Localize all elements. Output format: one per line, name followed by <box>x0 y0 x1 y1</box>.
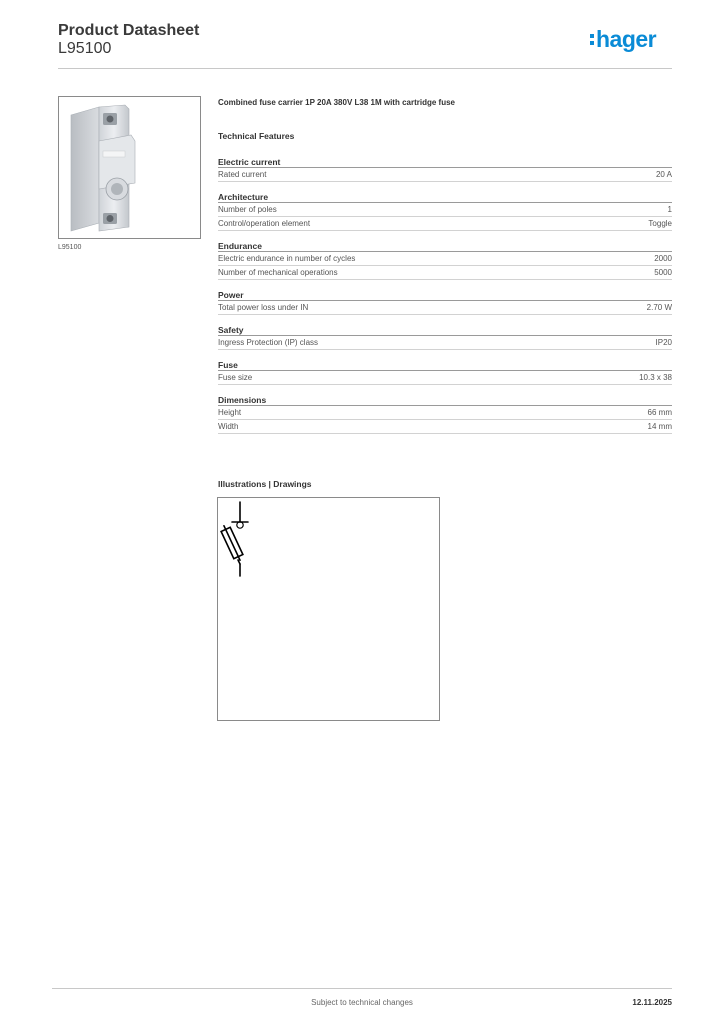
illustration-frame <box>217 497 440 721</box>
feature-label: Fuse size <box>218 373 253 382</box>
feature-label: Electric endurance in number of cycles <box>218 254 356 263</box>
feature-value: 5000 <box>654 268 672 277</box>
logo-wordmark: hager <box>596 26 657 52</box>
section-title: Electric current <box>218 156 672 168</box>
section-electric-current <box>218 156 672 182</box>
product-description: Combined fuse carrier 1P 20A 380V L38 1M with cartridge fuse <box>218 98 455 107</box>
section-title: Architecture <box>218 191 672 203</box>
hager-logo <box>590 28 656 51</box>
section-title: Endurance <box>218 240 672 252</box>
page-title: Product Datasheet <box>58 22 200 39</box>
fuse-carrier-image-icon <box>59 97 200 238</box>
feature-label: Rated current <box>218 170 267 179</box>
feature-value: 66 mm <box>647 408 672 417</box>
feature-label: Total power loss under IN <box>218 303 309 312</box>
section-title: Safety <box>218 324 672 336</box>
feature-label: Number of poles <box>218 205 277 214</box>
illustrations-heading: Illustrations | Drawings <box>218 479 312 489</box>
section-fuse <box>218 359 672 385</box>
feature-label: Width <box>218 422 239 431</box>
feature-value: 20 A <box>655 170 672 179</box>
feature-value: 1 <box>667 205 672 214</box>
photo-caption: L95100 <box>58 244 82 251</box>
feature-value: Toggle <box>648 219 672 228</box>
section-architecture <box>218 191 672 231</box>
feature-row <box>218 252 672 266</box>
feature-row <box>218 301 672 315</box>
technical-features-table <box>218 156 672 443</box>
feature-value: 2000 <box>654 254 672 263</box>
feature-label: Height <box>218 408 242 417</box>
section-title: Dimensions <box>218 394 672 406</box>
feature-row <box>218 420 672 434</box>
feature-value: 10.3 x 38 <box>639 373 672 382</box>
footer-note: Subject to technical changes <box>311 998 413 1007</box>
product-code: L95100 <box>58 40 112 57</box>
feature-row <box>218 406 672 420</box>
feature-row <box>218 266 672 280</box>
feature-row <box>218 203 672 217</box>
fuse-switch-symbol-icon <box>218 498 439 720</box>
feature-row <box>218 217 672 231</box>
technical-features-heading: Technical Features <box>218 131 295 141</box>
product-photo <box>58 96 201 239</box>
feature-label: Ingress Protection (IP) class <box>218 338 319 347</box>
footer-date: 12.11.2025 <box>632 998 672 1007</box>
feature-row <box>218 336 672 350</box>
section-power <box>218 289 672 315</box>
feature-row <box>218 168 672 182</box>
section-dimensions <box>218 394 672 434</box>
section-title: Power <box>218 289 672 301</box>
footer-divider <box>52 988 672 989</box>
section-endurance <box>218 240 672 280</box>
section-safety <box>218 324 672 350</box>
feature-value: 2.70 W <box>646 303 672 312</box>
header-divider <box>58 68 672 69</box>
feature-value: IP20 <box>655 338 672 347</box>
feature-label: Number of mechanical operations <box>218 268 338 277</box>
section-title: Fuse <box>218 359 672 371</box>
feature-label: Control/operation element <box>218 219 311 228</box>
feature-row <box>218 371 672 385</box>
logo-dots-icon <box>590 34 594 45</box>
feature-value: 14 mm <box>647 422 672 431</box>
